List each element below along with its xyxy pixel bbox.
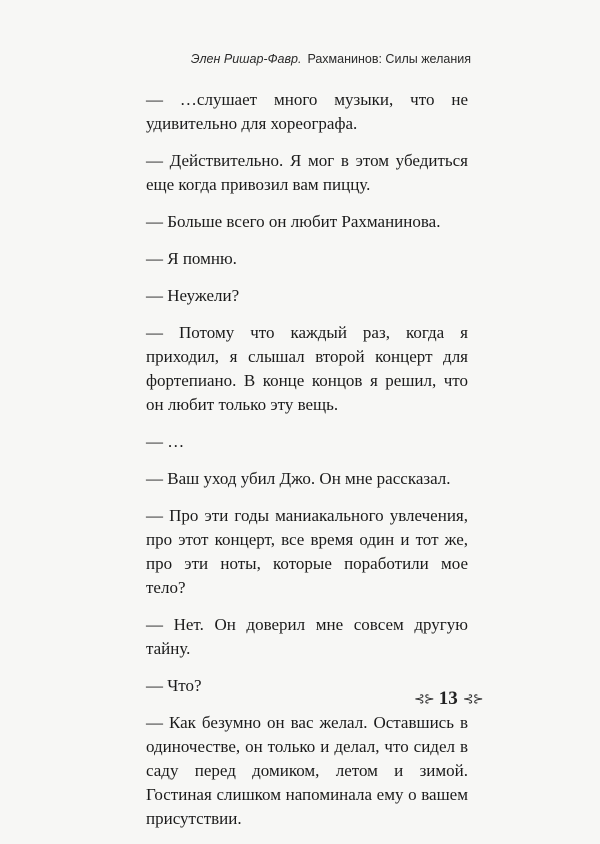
paragraph: — Как безумно он вас желал. Оставшись в одиночестве, он только и делал, что сидел в саду перед домиком, летом и зимой. Гостиная слишком напоминала ему о вашем присутствии. <box>146 713 468 828</box>
paragraph: — Ваш уход убил Джо. Он мне рассказал. <box>146 469 451 488</box>
paragraph: — Что? <box>146 676 202 695</box>
paragraph: — Неужели? <box>146 286 240 305</box>
paragraph: — …слушает много музыки, что не удивительно для хореографа. <box>146 90 468 133</box>
running-header <box>191 52 471 66</box>
paragraph: — Больше всего он любит Рахманинова. <box>146 212 441 231</box>
page-body <box>146 88 468 844</box>
paragraph: — Про эти годы маниакального увлечения, про этот концерт, все время один и тот же, про эти ноты, которые поработили мое тело? <box>146 506 468 597</box>
paragraph: — Нет. Он доверил мне совсем другую тайну. <box>146 615 468 658</box>
page-footer <box>414 688 483 710</box>
paragraph: — Потому что каждый раз, когда я приходил, я слышал второй концерт для фортепиано. В конце концов я решил, что он любит только эту вещь. <box>146 323 468 414</box>
ornament-left-icon: ⊰⊱ <box>414 691 434 706</box>
paragraph: — Я помню. <box>146 249 237 268</box>
ornament-right-icon: ⊰⊱ <box>462 691 483 706</box>
paragraph: — Действительно. Я мог в этом убедиться еще когда привозил вам пиццу. <box>146 151 468 194</box>
book-author: Элен Ришар-Фавр. <box>190 52 302 66</box>
book-title: Рахманинов: Силы желания <box>307 52 471 66</box>
paragraph: — … <box>146 432 185 451</box>
page-number: 13 <box>438 688 458 709</box>
